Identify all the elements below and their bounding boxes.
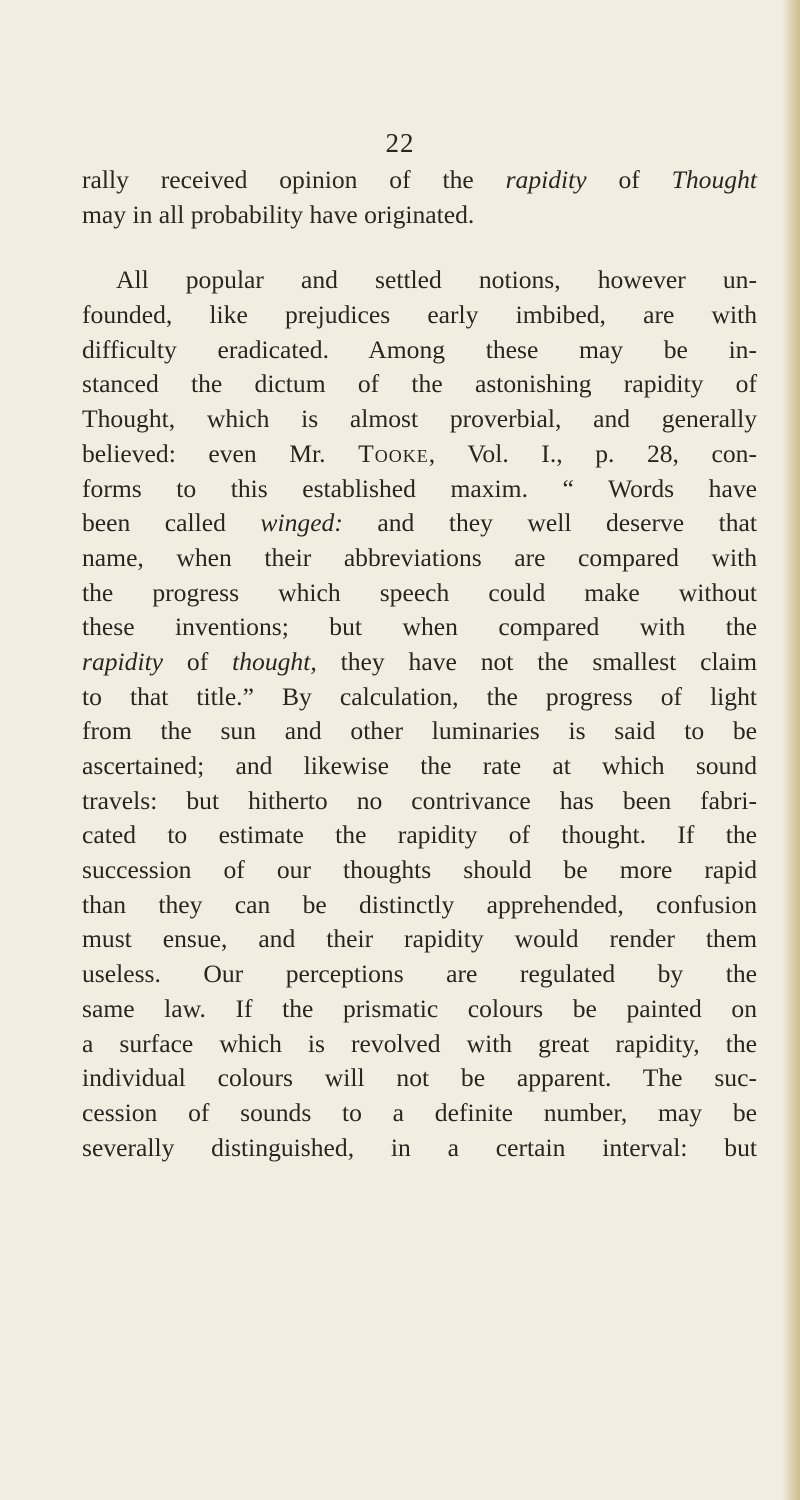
text-line: [82, 1061, 757, 1096]
text-run: may in all probability have originated.: [82, 199, 475, 229]
text-line: [82, 263, 757, 298]
text-run: and they well deserve that: [342, 508, 758, 538]
italic-text: Thought: [671, 165, 757, 194]
text-line: [82, 576, 757, 611]
text-line: [82, 922, 757, 957]
text-line: [82, 1027, 757, 1062]
text-line: [82, 472, 757, 507]
text-run: succession of our thoughts should be more rapid: [82, 855, 757, 885]
text-run: cated to estimate the rapidity of thought. If the: [82, 820, 757, 850]
text-run: of: [163, 646, 233, 676]
text-line: [82, 888, 757, 923]
text-run: cession of sounds to a definite number, may be: [82, 1097, 757, 1127]
paragraph-gap: [82, 232, 757, 263]
text-run: the progress which speech could make without: [82, 577, 757, 607]
text-run: forms to this established maxim. “ Words have: [82, 473, 757, 503]
text-line: [82, 645, 757, 680]
text-line: [82, 1096, 757, 1131]
text-line: [82, 541, 757, 576]
text-line: [82, 749, 757, 784]
text-line: [82, 1131, 757, 1166]
text-run: travels: but hitherto no contrivance has been fabri-: [82, 785, 757, 815]
text-run: ascertained; and likewise the rate at which sound: [82, 751, 757, 780]
text-run: stanced the dictum of the astonishing rapidity of: [82, 369, 757, 399]
text-line: [82, 163, 757, 198]
text-line: [82, 298, 757, 333]
italic-text: thought,: [232, 646, 317, 676]
text-run: severally distinguished, in a certain interval: but: [82, 1132, 757, 1162]
text-run: of: [586, 165, 672, 194]
text-run: All popular and settled notions, however un-: [116, 265, 757, 295]
text-line: [82, 402, 757, 437]
paragraph-1: [82, 163, 757, 232]
text-run: individual colours will not be apparent. The suc-: [82, 1063, 757, 1093]
text-run: than they can be distinctly apprehended, confusion: [82, 889, 757, 919]
text-line: [82, 714, 757, 749]
text-run: must ensue, and their rapidity would render them: [82, 924, 757, 954]
text-run: been called: [82, 508, 261, 538]
italic-text: rapidity: [82, 646, 164, 676]
text-line: [82, 333, 757, 368]
text-line: [82, 198, 757, 233]
page-number: 22: [385, 128, 415, 158]
text-run: believed: even Mr.: [82, 438, 359, 468]
text-line: [82, 992, 757, 1027]
text-run: Thought, which is almost proverbial, and generally: [82, 404, 757, 434]
page-edge-shadow: [782, 0, 800, 1500]
small-caps-text: Tooke: [358, 438, 429, 468]
text-run: difficulty eradicated. Among these may be in-: [82, 334, 757, 364]
text-run: , Vol. I., p. 28, con-: [428, 438, 757, 468]
text-line: [82, 610, 757, 645]
text-line: [82, 506, 757, 541]
text-run: they have not the smallest claim: [316, 646, 757, 676]
body-text: [82, 163, 757, 1165]
text-run: useless. Our perceptions are regulated by the: [82, 959, 757, 989]
text-run: name, when their abbreviations are compared with: [82, 542, 757, 572]
text-run: rally received opinion of the: [82, 165, 506, 194]
text-line: [82, 367, 757, 402]
text-line: [82, 784, 757, 819]
text-line: [82, 680, 757, 715]
text-line: [82, 957, 757, 992]
text-run: from the sun and other luminaries is said to be: [82, 716, 757, 746]
text-run: these inventions; but when compared with the: [82, 612, 757, 642]
text-run: to that title.” By calculation, the progress of light: [82, 681, 757, 711]
italic-text: winged:: [260, 508, 343, 538]
paragraph-2: [82, 263, 757, 1165]
text-line: [82, 437, 757, 472]
text-line: [82, 853, 757, 888]
text-run: same law. If the prismatic colours be painted on: [82, 993, 757, 1023]
text-line: [82, 818, 757, 853]
text-run: founded, like prejudices early imbibed, are with: [82, 300, 757, 330]
text-run: a surface which is revolved with great rapidity, the: [82, 1028, 757, 1058]
italic-text: rapidity: [505, 165, 587, 194]
